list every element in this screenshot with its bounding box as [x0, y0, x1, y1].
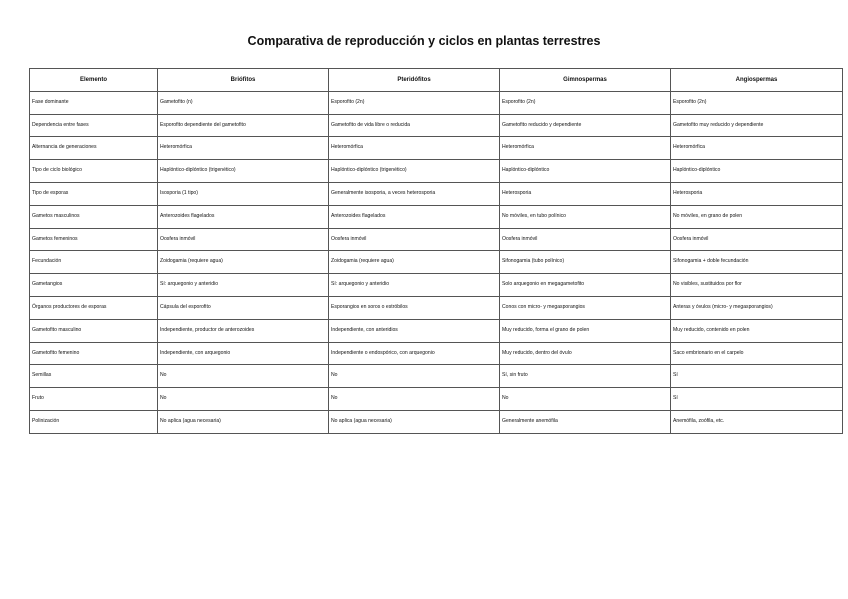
- cell-elemento: Alternancia de generaciones: [30, 137, 158, 160]
- cell-elemento: Gametofito femenino: [30, 342, 158, 365]
- cell-gimnospermas: Conos con micro- y megasporangios: [500, 296, 671, 319]
- cell-angiospermas: Saco embrionario en el carpelo: [671, 342, 843, 365]
- cell-gimnospermas: Esporofito (2n): [500, 91, 671, 114]
- cell-angiospermas: Heterosporia: [671, 182, 843, 205]
- cell-pteridofitos: Anterozoides flagelados: [329, 205, 500, 228]
- table-row: [30, 228, 843, 251]
- cell-pteridofitos: No aplica (agua necesaria): [329, 410, 500, 433]
- cell-angiospermas: Oosfera inmóvil: [671, 228, 843, 251]
- cell-angiospermas: Gametofito muy reducido y dependiente: [671, 114, 843, 137]
- table-row: [30, 342, 843, 365]
- cell-elemento: Dependencia entre fases: [30, 114, 158, 137]
- table-header: [30, 69, 843, 92]
- cell-angiospermas: Haplóntico-diplóntico: [671, 160, 843, 183]
- cell-angiospermas: Heteromórfica: [671, 137, 843, 160]
- header-angiospermas: Angiospermas: [671, 69, 843, 92]
- cell-pteridofitos: Independiente o endospórico, con arquegonio: [329, 342, 500, 365]
- cell-gimnospermas: Muy reducido, dentro del óvulo: [500, 342, 671, 365]
- header-elemento: Elemento: [30, 69, 158, 92]
- cell-elemento: Polinización: [30, 410, 158, 433]
- cell-elemento: Gametangios: [30, 274, 158, 297]
- cell-briofitos: Independiente, productor de anterozoides: [158, 319, 329, 342]
- cell-angiospermas: Sí: [671, 388, 843, 411]
- cell-gimnospermas: Gametofito reducido y dependiente: [500, 114, 671, 137]
- cell-elemento: Fruto: [30, 388, 158, 411]
- table-row: [30, 91, 843, 114]
- table-row: [30, 160, 843, 183]
- cell-gimnospermas: No móviles, en tubo polínico: [500, 205, 671, 228]
- cell-angiospermas: Sifonogamia + doble fecundación: [671, 251, 843, 274]
- cell-elemento: Tipo de ciclo biológico: [30, 160, 158, 183]
- cell-angiospermas: No visibles, sustituidos por flor: [671, 274, 843, 297]
- cell-briofitos: Sí: arquegonio y anteridio: [158, 274, 329, 297]
- cell-angiospermas: Anemófila, zoófila, etc.: [671, 410, 843, 433]
- header-pteridofitos: Pteridófitos: [329, 69, 500, 92]
- cell-elemento: Órganos productores de esporas: [30, 296, 158, 319]
- cell-gimnospermas: Solo arquegonio en megagametofito: [500, 274, 671, 297]
- cell-gimnospermas: Heteromórfica: [500, 137, 671, 160]
- cell-pteridofitos: Esporangios en soros o estróbilos: [329, 296, 500, 319]
- cell-elemento: Semillas: [30, 365, 158, 388]
- cell-pteridofitos: Heteromórfica: [329, 137, 500, 160]
- table-row: [30, 296, 843, 319]
- header-gimnospermas: Gimnospermas: [500, 69, 671, 92]
- cell-pteridofitos: Esporofito (2n): [329, 91, 500, 114]
- cell-pteridofitos: Haplóntico-diplóntico (trigenético): [329, 160, 500, 183]
- cell-briofitos: No: [158, 388, 329, 411]
- cell-pteridofitos: Sí: arquegonio y anteridio: [329, 274, 500, 297]
- cell-briofitos: Zoidogamia (requiere agua): [158, 251, 329, 274]
- table-body: [30, 91, 843, 433]
- cell-pteridofitos: Generalmente isosporia, a veces heterosporia: [329, 182, 500, 205]
- cell-gimnospermas: Haplóntico-diplóntico: [500, 160, 671, 183]
- cell-gimnospermas: Sí, sin fruto: [500, 365, 671, 388]
- table-row: [30, 251, 843, 274]
- cell-briofitos: Esporofito dependiente del gametofito: [158, 114, 329, 137]
- table-row: [30, 182, 843, 205]
- table-row: [30, 137, 843, 160]
- cell-briofitos: No aplica (agua necesaria): [158, 410, 329, 433]
- cell-briofitos: Haplóntico-diplóntico (trigenético): [158, 160, 329, 183]
- table-row: [30, 319, 843, 342]
- cell-angiospermas: Esporofito (2n): [671, 91, 843, 114]
- cell-elemento: Fecundación: [30, 251, 158, 274]
- cell-angiospermas: Muy reducido, contenido en polen: [671, 319, 843, 342]
- cell-briofitos: Isosporia (1 tipo): [158, 182, 329, 205]
- page-title: Comparativa de reproducción y ciclos en plantas terrestres: [247, 34, 601, 48]
- cell-pteridofitos: Gametofito de vida libre o reducida: [329, 114, 500, 137]
- cell-pteridofitos: Independiente, con anteridios: [329, 319, 500, 342]
- cell-elemento: Gametos femeninos: [30, 228, 158, 251]
- cell-briofitos: Independiente, con arquegonio: [158, 342, 329, 365]
- cell-briofitos: Heteromórfica: [158, 137, 329, 160]
- cell-briofitos: Gametofito (n): [158, 91, 329, 114]
- cell-angiospermas: Sí: [671, 365, 843, 388]
- header-briofitos: Briófitos: [158, 69, 329, 92]
- table-row: [30, 388, 843, 411]
- cell-briofitos: Anterozoides flagelados: [158, 205, 329, 228]
- header-row: [30, 69, 843, 92]
- cell-angiospermas: Anteras y óvulos (micro- y megasporangios): [671, 296, 843, 319]
- cell-pteridofitos: No: [329, 388, 500, 411]
- cell-pteridofitos: Zoidogamia (requiere agua): [329, 251, 500, 274]
- comparison-table: [29, 68, 843, 434]
- cell-elemento: Gametofito masculino: [30, 319, 158, 342]
- cell-briofitos: No: [158, 365, 329, 388]
- table-row: [30, 114, 843, 137]
- table-row: [30, 274, 843, 297]
- cell-gimnospermas: Generalmente anemófila: [500, 410, 671, 433]
- cell-gimnospermas: Sifonogamia (tubo polínico): [500, 251, 671, 274]
- table-row: [30, 410, 843, 433]
- cell-gimnospermas: Heterosporia: [500, 182, 671, 205]
- cell-elemento: Gametos masculinos: [30, 205, 158, 228]
- cell-briofitos: Cápsula del esporofito: [158, 296, 329, 319]
- cell-angiospermas: No móviles, en grano de polen: [671, 205, 843, 228]
- cell-briofitos: Oosfera inmóvil: [158, 228, 329, 251]
- cell-pteridofitos: Oosfera inmóvil: [329, 228, 500, 251]
- table-row: [30, 365, 843, 388]
- cell-elemento: Fase dominante: [30, 91, 158, 114]
- cell-gimnospermas: Muy reducido, forma el grano de polen: [500, 319, 671, 342]
- table-row: [30, 205, 843, 228]
- cell-elemento: Tipo de esporas: [30, 182, 158, 205]
- cell-pteridofitos: No: [329, 365, 500, 388]
- cell-gimnospermas: No: [500, 388, 671, 411]
- cell-gimnospermas: Oosfera inmóvil: [500, 228, 671, 251]
